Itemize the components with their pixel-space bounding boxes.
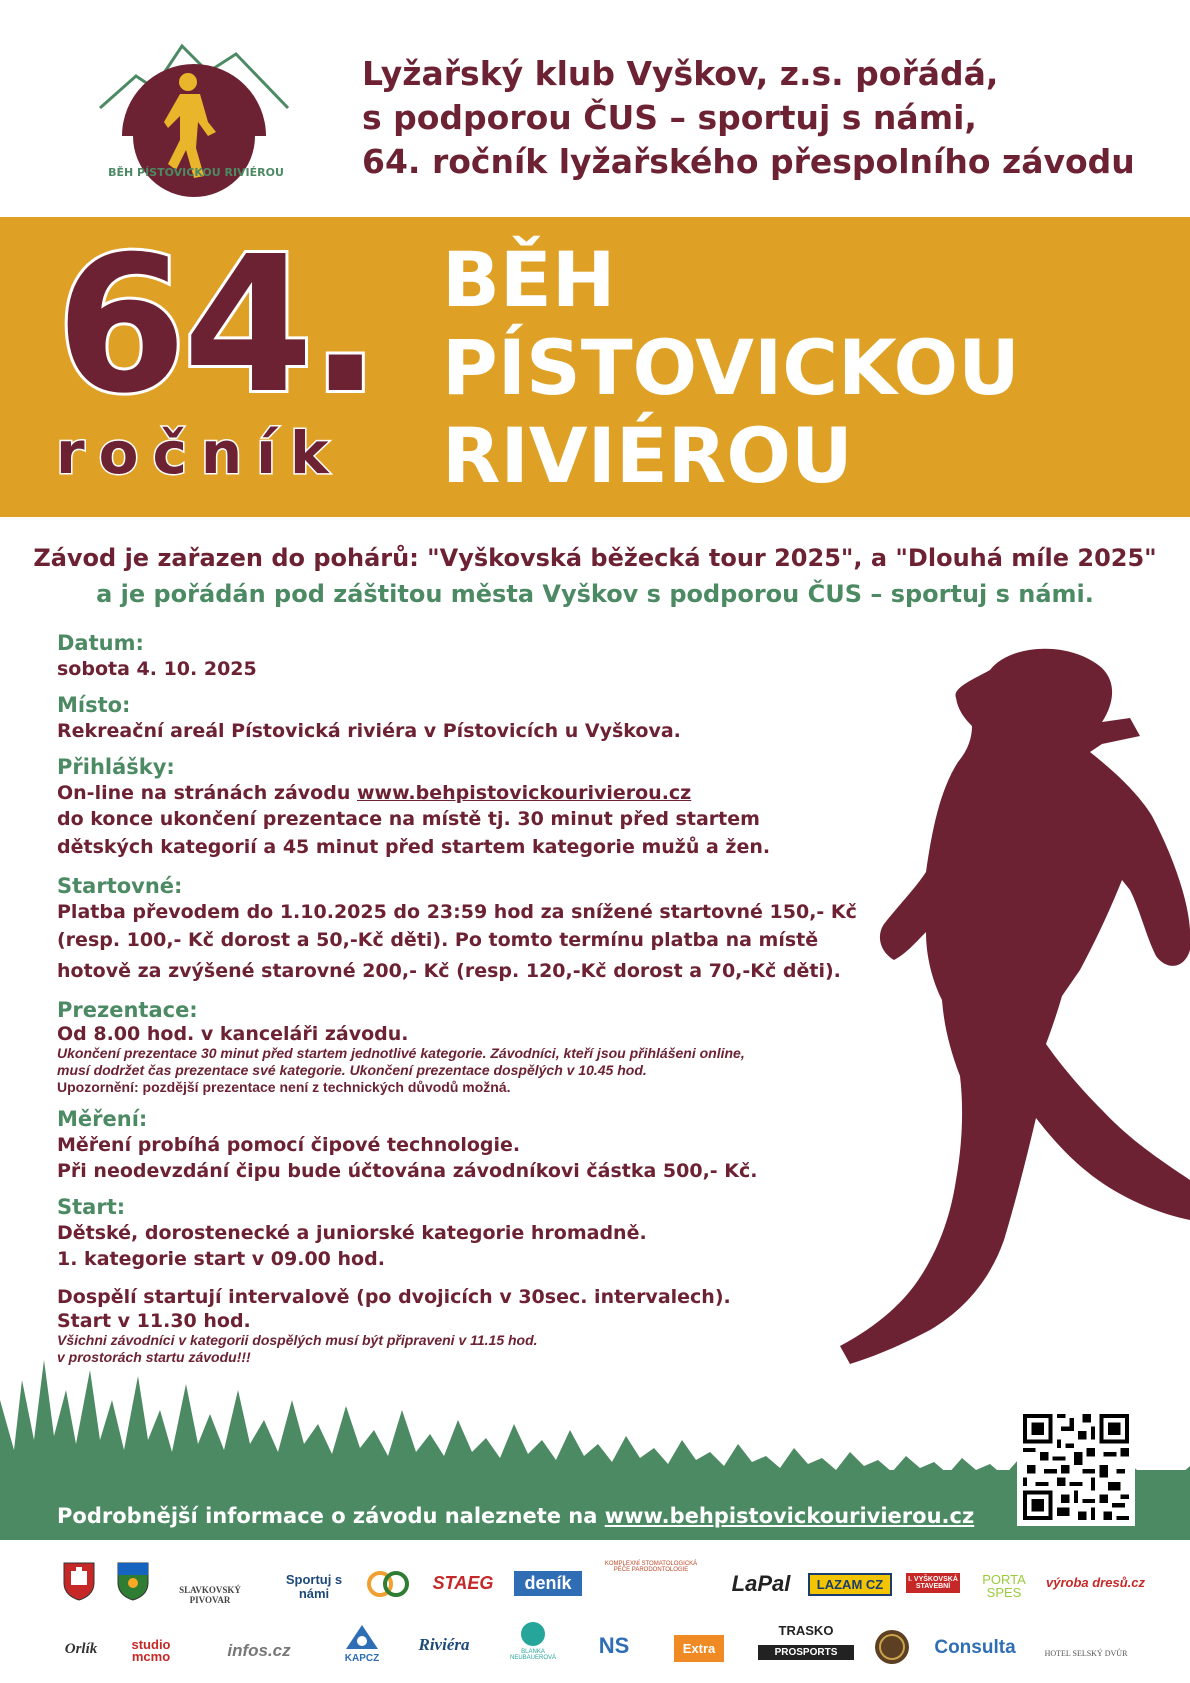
organizer-line-3: 64. ročník lyžařského přespolního závodu — [362, 142, 1135, 181]
sponsor-vyroba-dresu: výroba dresů.cz — [1046, 1575, 1145, 1590]
cups-line-2: a je pořádán pod záštitou města Vyškov s podporou ČUS – sportuj s námi. — [96, 580, 1094, 608]
presentation-note-1: Ukončení prezentace 30 minut před startem jednotlivé kategorie. Závodníci, kteří jsou přihlášeni online, — [57, 1045, 745, 1061]
adult-start-line-1: Dospělí startují intervalově (po dvojicích v 30sec. intervalech). — [57, 1286, 731, 1308]
neubauerova-logo-icon — [520, 1621, 546, 1647]
sponsors-strip — [0, 1545, 1190, 1683]
start-line-2: 1. kategorie start v 09.00 hod. — [57, 1248, 385, 1270]
cups-info — [0, 540, 1190, 612]
more-info-text — [57, 1502, 974, 1530]
registration-prefix: On-line na stránách závodu — [57, 782, 357, 804]
qr-code[interactable] — [1017, 1408, 1135, 1526]
sponsor-orlik: Orlík — [64, 1641, 98, 1657]
adult-start-note-2: v prostorách startu závodu!!! — [57, 1349, 251, 1365]
section-registration — [57, 754, 937, 863]
edition-number: 64. — [56, 216, 378, 435]
entry-fee-line-2: (resp. 100,- Kč dorost a 50,-Kč děti). Po tomto termínu platba na místě — [57, 929, 819, 951]
organizer-line-2: s podporou ČUS – sportuj s námi, — [362, 98, 977, 137]
sponsor-consulta: Consulta — [934, 1637, 1016, 1658]
race-title — [442, 236, 1020, 500]
sponsor-lazam: LAZAM CZ — [808, 1573, 892, 1596]
cups-line-1: Závod je zařazen do pohárů: "Vyškovská běžecká tour 2025", a "Dlouhá míle 2025" — [33, 544, 1157, 572]
date-value: sobota 4. 10. 2025 — [57, 658, 257, 680]
presentation-label: Prezentace: — [57, 998, 198, 1022]
sponsor-vyskovska-stavebni: I. VYŠKOVSKÁ STAVEBNÍ — [906, 1573, 960, 1593]
section-registration-desk — [57, 997, 937, 1096]
sponsor-extra: Extra — [674, 1635, 724, 1662]
sponsor-selsky-dvur: HOTEL SELSKÝ DVŮR — [1044, 1649, 1128, 1658]
sponsor-riviera: Riviéra — [418, 1635, 470, 1654]
sponsor-prosports: PROSPORTS — [758, 1645, 854, 1660]
presentation-main: Od 8.00 hod. v kanceláři závodu. — [57, 1023, 409, 1045]
sponsor-denik: deník — [514, 1571, 582, 1596]
race-information — [57, 630, 937, 1376]
race-title-line-2: PÍSTOVICKOU — [442, 323, 1020, 412]
sponsor-slavkovsky: SLAVKOVSKÝ PIVOVAR — [179, 1585, 241, 1605]
registration-label: Přihlášky: — [57, 755, 175, 779]
sponsor-trasko: TRASKO — [778, 1623, 834, 1638]
sponsor-porta-spes: PORTA SPES — [982, 1572, 1026, 1600]
sponsor-lapal: LaPal — [731, 1571, 791, 1596]
organizer-line-1: Lyžařský klub Vyškov, z.s. pořádá, — [362, 54, 999, 93]
logo-text: BĚH PÍSTOVICKOU RIVIÉROU — [108, 166, 284, 179]
sponsor-mcmo: studio mcmo — [131, 1637, 171, 1664]
section-timing — [57, 1106, 937, 1184]
more-info-prefix: Podrobnější informace o závodu naleznete na — [57, 1504, 605, 1528]
timing-line-2: Při neodevzdání čipu bude účtována závodníkovi částka 500,- Kč. — [57, 1160, 758, 1182]
race-title-line-3: RIVIÉROU — [442, 411, 853, 500]
vyskov-coat-of-arms-icon — [62, 1561, 96, 1601]
presentation-note-2: musí dodržet čas prezentace své kategorie. Ukončení prezentace dospělých v 10.45 hod. — [57, 1062, 647, 1078]
more-info-link[interactable]: www.behpistovickourivierou.cz — [604, 1504, 975, 1528]
registration-line-1 — [57, 780, 937, 806]
start-line-1: Dětské, dorostenecké a juniorské kategorie hromadně. — [57, 1222, 647, 1244]
registration-line-3: dětských kategorií a 45 minut před startem kategorie mužů a žen. — [57, 836, 771, 858]
place-value: Rekreační areál Pístovická riviéra v Pístovicích u Vyškova. — [57, 720, 681, 742]
sponsor-neubauerova: BLANKA NEUBAUEROVÁ — [509, 1649, 556, 1661]
presentation-warning: Upozornění: pozdější prezentace není z technických důvodů možná. — [57, 1079, 511, 1095]
medal-logo-icon — [874, 1629, 910, 1665]
organizer-text — [362, 52, 1162, 184]
section-entry-fee — [57, 873, 937, 987]
cus-logo-icon — [366, 1569, 410, 1599]
timing-line-1: Měření probíhá pomocí čipové technologie. — [57, 1134, 521, 1156]
pistovice-coat-of-arms-icon — [116, 1561, 150, 1601]
adult-start-line-2: Start v 11.30 hod. — [57, 1310, 251, 1332]
date-label: Datum: — [57, 631, 144, 655]
entry-fee-line-1: Platba převodem do 1.10.2025 do 23:59 hod za snížené startovné 150,- Kč — [57, 901, 857, 923]
timing-label: Měření: — [57, 1107, 148, 1131]
sponsor-infos: infos.cz — [227, 1641, 291, 1660]
entry-fee-label: Startovné: — [57, 874, 183, 898]
registration-line-2: do konce ukončení prezentace na místě tj. 30 minut před startem — [57, 808, 760, 830]
sponsor-sportuj: Sportuj s námi — [285, 1572, 343, 1601]
sponsor-kapcz: KAPCZ — [344, 1653, 380, 1664]
section-start — [57, 1194, 937, 1366]
adult-start-note-1: Všichni závodníci v kategorii dospělých musí být připraveni v 11.15 hod. — [57, 1332, 538, 1348]
section-place — [57, 692, 937, 744]
start-label: Start: — [57, 1195, 126, 1219]
sponsor-stomatologie: KOMPLEXNÍ STOMATOLOGICKÁ PÉČE PARODONTOLOGIE — [604, 1561, 698, 1573]
section-date — [57, 630, 937, 682]
race-logo — [96, 36, 292, 216]
sponsor-ns: NS — [598, 1633, 630, 1658]
race-title-line-1: BĚH — [442, 235, 616, 324]
kapcz-logo-icon — [342, 1623, 382, 1651]
registration-link[interactable]: www.behpistovickourivierou.cz — [356, 782, 692, 804]
edition-word: ročník — [56, 419, 343, 487]
sponsor-staeg: STAEG — [432, 1573, 494, 1593]
entry-fee-line-3: hotově za zvýšené starovné 200,- Kč (resp. 120,-Kč dorost a 70,-Kč děti). — [57, 960, 841, 982]
place-label: Místo: — [57, 693, 131, 717]
